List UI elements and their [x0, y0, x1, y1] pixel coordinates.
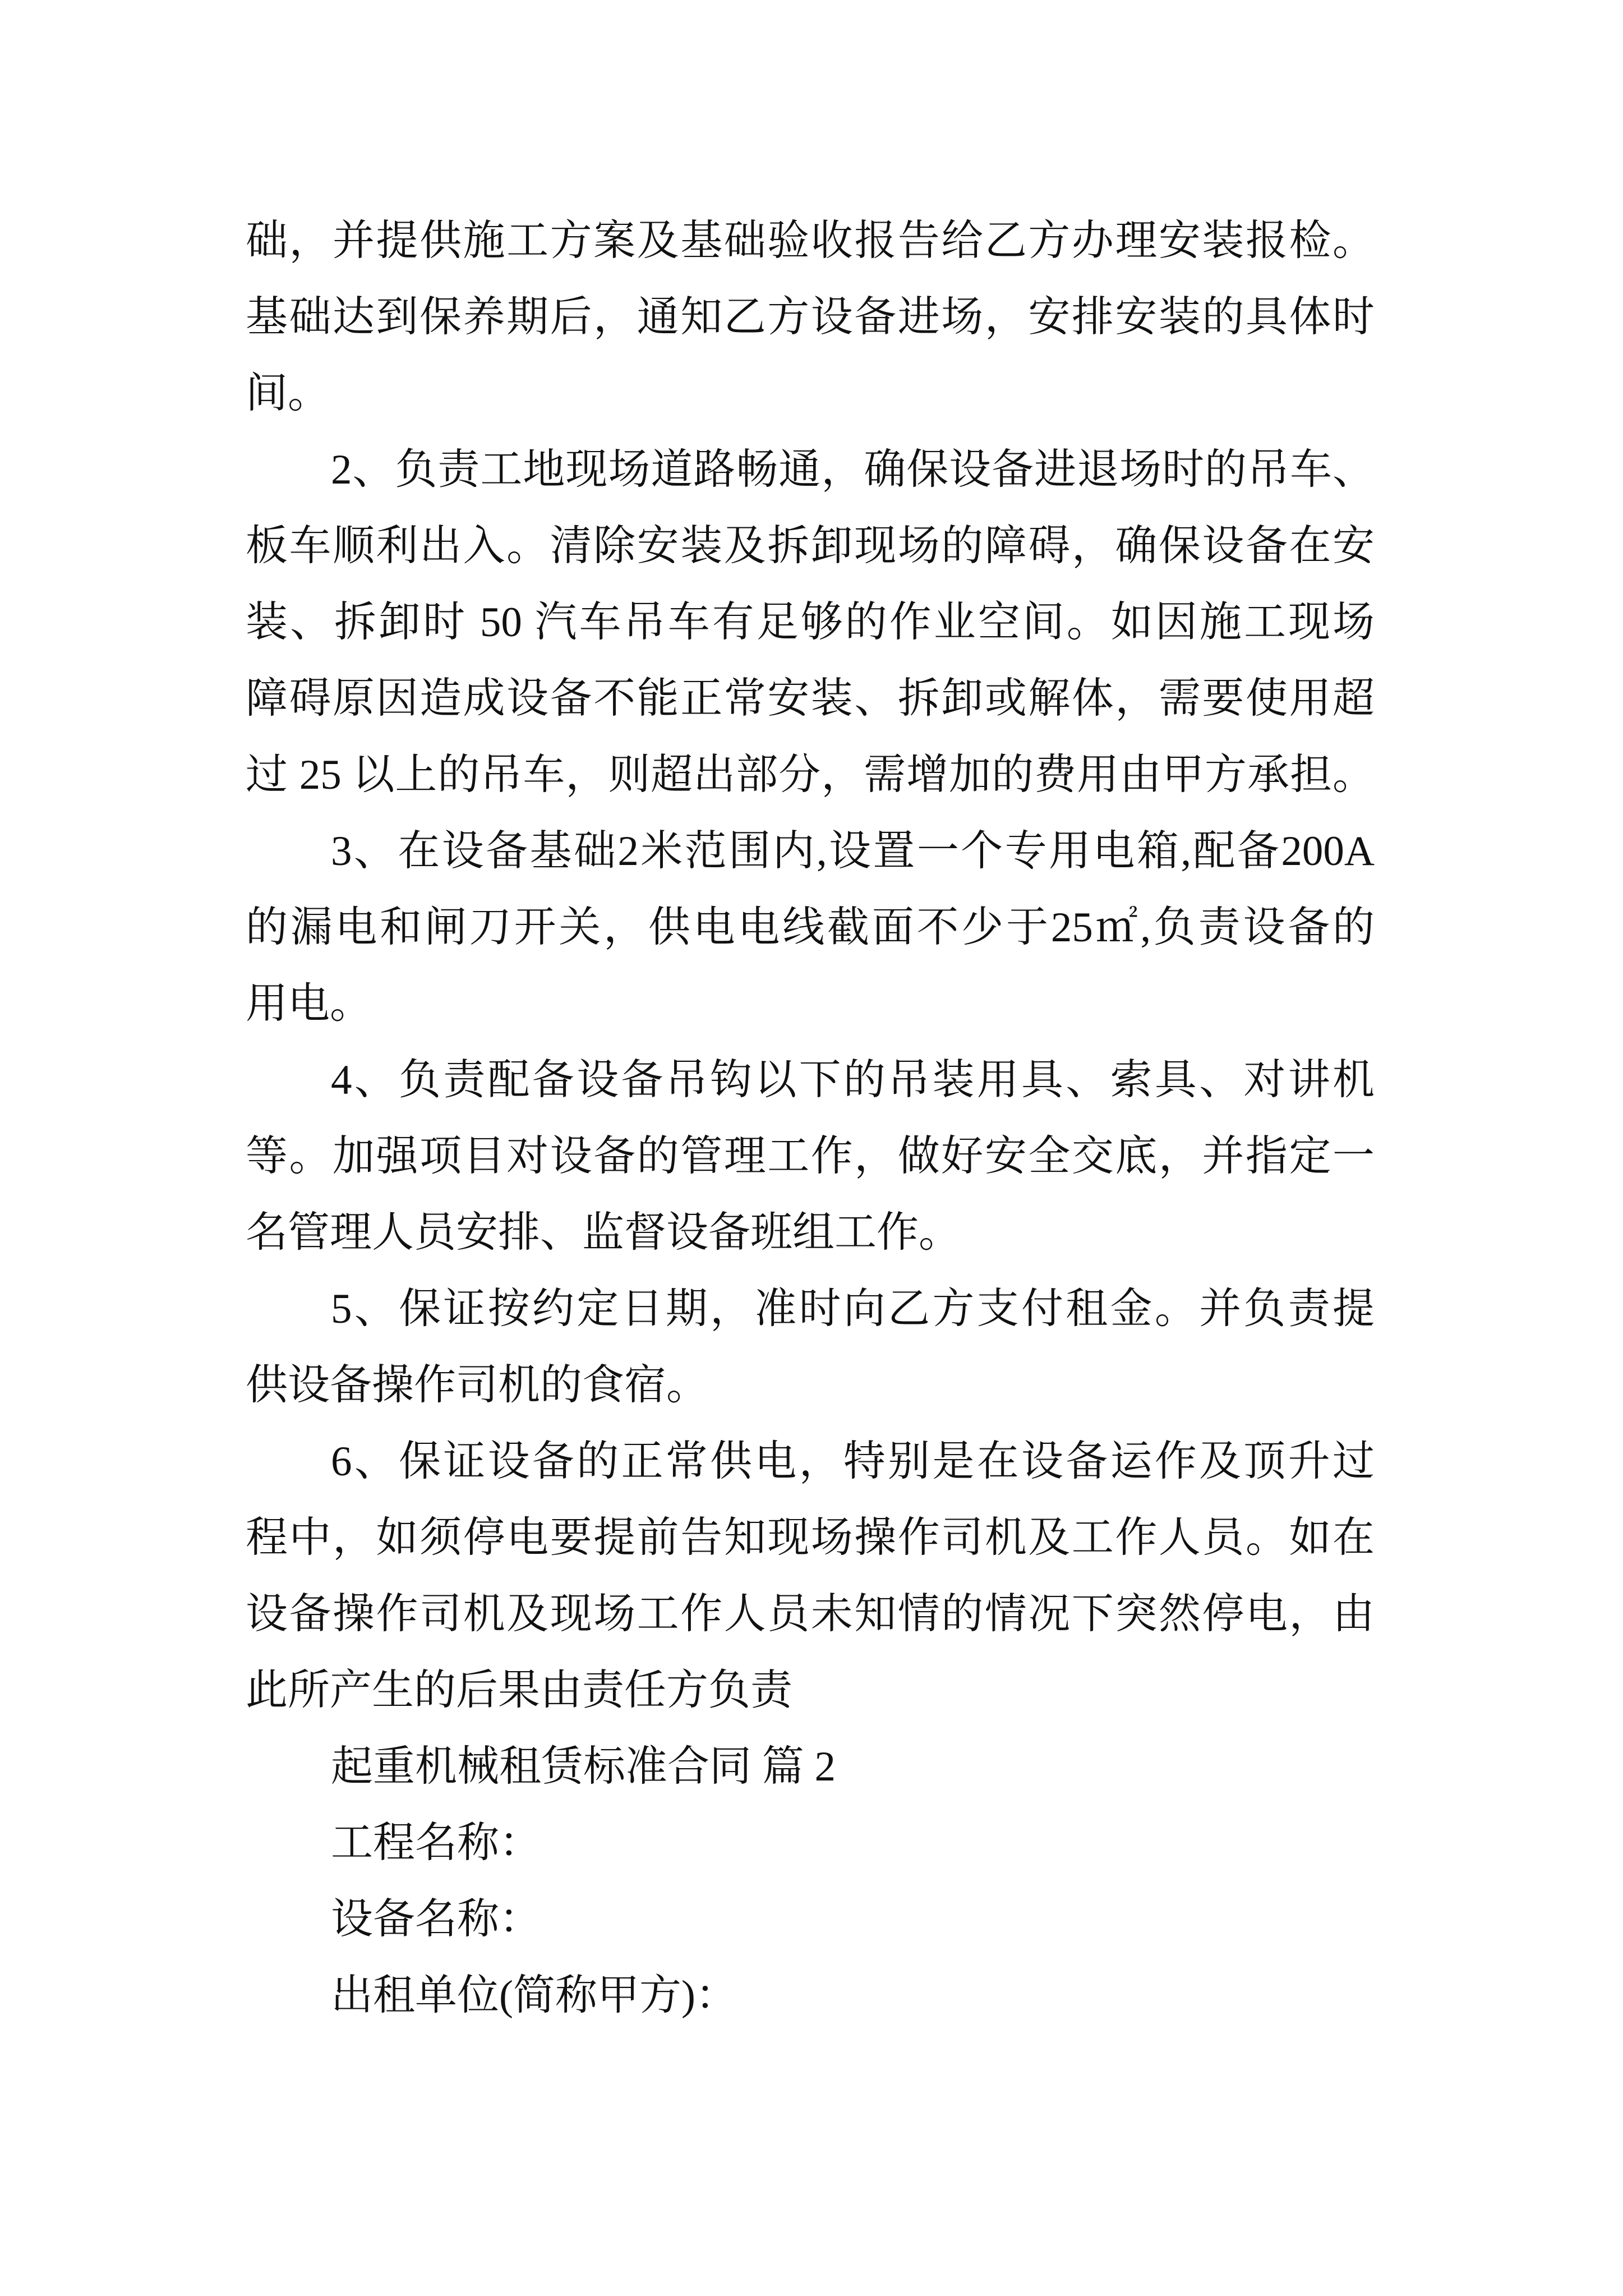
text-line: 过 25 以上的吊车，则超出部分，需增加的费用由甲方承担。 — [246, 752, 1375, 798]
text-line: 名管理人员安排、监督设备班组工作。 — [246, 1209, 961, 1256]
text-line: 6、保证设备的正常供电，特别是在设备运作及顶升过 — [331, 1438, 1375, 1485]
text-line: 程中，如须停电要提前告知现场操作司机及工作人员。如在 — [246, 1515, 1375, 1561]
text-line: 装、拆卸时 50 汽车吊车有足够的作业空间。如因施工现场 — [246, 599, 1375, 646]
field-equipment-name: 设备名称： — [331, 1896, 542, 1943]
contract-body — [246, 203, 1375, 2034]
text-line: 设备操作司机及现场工作人员未知情的情况下突然停电，由 — [246, 1591, 1375, 1637]
field-lessor: 出租单位(简称甲方)： — [331, 1972, 737, 2019]
text-line: 2、负责工地现场道路畅通，确保设备进退场时的吊车、 — [331, 447, 1375, 493]
text-line: 4、负责配备设备吊钩以下的吊装用具、索具、对讲机 — [331, 1057, 1375, 1103]
text-line: 间。 — [246, 370, 330, 417]
field-project-name: 工程名称： — [331, 1820, 542, 1866]
paragraph-item-5 — [246, 1271, 1375, 1424]
text-line: 板车顺利出入。清除安装及拆卸现场的障碍，确保设备在安 — [246, 523, 1375, 569]
text-line: 基础达到保养期后，通知乙方设备进场，安排安装的具体时 — [246, 294, 1375, 341]
paragraph-continued — [246, 203, 1375, 432]
text-line: 的漏电和闸刀开关，供电电线截面不少于25㎡,负责设备的 — [246, 904, 1375, 951]
text-line: 此所产生的后果由责任方负责 — [246, 1667, 793, 1714]
text-line: 供设备操作司机的食宿。 — [246, 1362, 709, 1409]
text-line: 3、在设备基础2米范围内,设置一个专用电箱,配备200A — [331, 828, 1375, 875]
paragraph-item-2 — [246, 432, 1375, 813]
text-line: 础，并提供施工方案及基础验收报告给乙方办理安装报检。 — [246, 218, 1375, 264]
paragraph-item-3 — [246, 813, 1375, 1042]
paragraph-item-6 — [246, 1424, 1375, 1729]
text-line: 障碍原因造成设备不能正常安装、拆卸或解体，需要使用超 — [246, 675, 1375, 722]
text-line: 5、保证按约定日期，准时向乙方支付租金。并负责提 — [331, 1286, 1375, 1332]
text-line: 等。加强项目对设备的管理工作，做好安全交底，并指定一 — [246, 1133, 1375, 1180]
paragraph-item-4 — [246, 1042, 1375, 1271]
section-title: 起重机械租赁标准合同 篇 2 — [331, 1743, 836, 1790]
text-line: 用电。 — [246, 981, 372, 1027]
